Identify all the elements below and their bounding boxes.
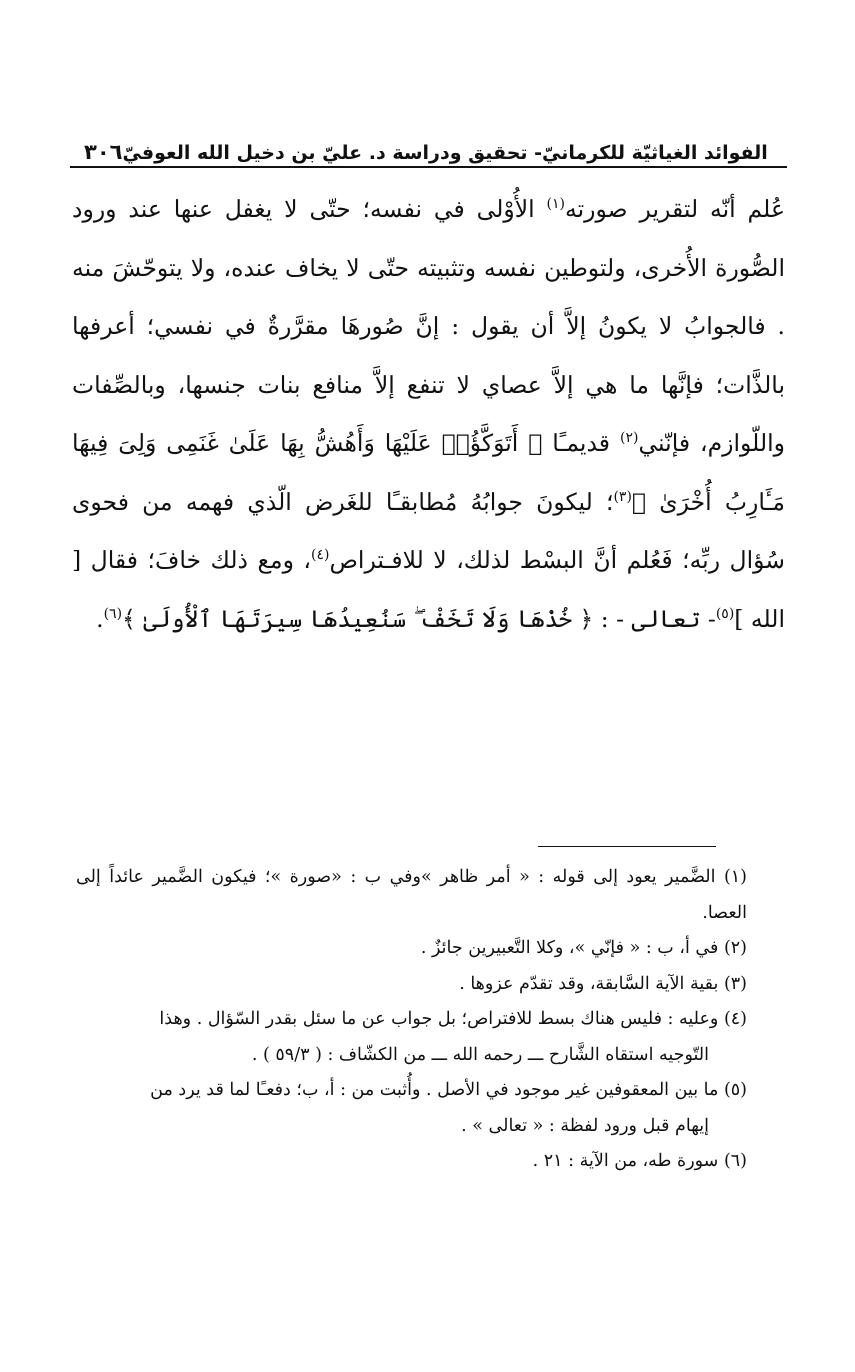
running-title: الفوائد الغياثيّة للكرمانيّ- تحقيق ودراسة د. عليّ بن دخيل الله العوفيّ bbox=[122, 142, 768, 164]
footnote-number: (٦) bbox=[723, 1151, 747, 1171]
text-run: الأُوْلى في نفسه؛ حتّى لا يغفل عنها عند ورود الصُّورة الأُخرى، ولتوطين نفسه وتثبيته حتّى لا يخاف عنده، ولا يتوحّشَ منه . فالجوابُ لا يكونُ إلاَّ أن يقول : إنَّ صُورهَا مقرَّرةٌ في نفسي؛ أعرفها بالذَّات؛ فإنَّها ما هي إلاَّ عصاي لا تنفع إلاَّ منافع بنات جنسها، وبالصِّفات واللّوازم، فإنّني bbox=[72, 195, 785, 457]
footnote-ref: (٢) bbox=[620, 430, 639, 447]
footnote bbox=[76, 860, 747, 931]
paragraph bbox=[72, 180, 785, 648]
footnote-ref: (١) bbox=[546, 196, 566, 213]
footnote-text: ما بين المعقوفين غير موجود في الأصل . وأُثبت من : أ، ب؛ دفعـًا لما قد يرد من bbox=[150, 1080, 719, 1100]
footnote-number: (٥) bbox=[723, 1080, 747, 1100]
footnote-number: (٤) bbox=[723, 1009, 747, 1029]
footnote-text: الضَّمير يعود إلى قوله : « أمر ظاهر »وفي ب : «صورة »؛ فيكون الضَّمير عائداً إلى العصا. bbox=[76, 867, 747, 923]
footnote-separator bbox=[538, 846, 716, 847]
footnote-text: سورة طه، من الآية : ٢١ . bbox=[532, 1151, 719, 1171]
page-number: ٣٠٦ bbox=[84, 140, 123, 164]
footnote bbox=[76, 1073, 747, 1144]
footnote-ref: (٤) bbox=[311, 547, 330, 564]
header-rule bbox=[70, 166, 787, 168]
main-text bbox=[72, 180, 785, 648]
footnotes bbox=[76, 860, 747, 1180]
text-run: ؛ ليكونَ جوابُهُ مُطابقـًا للغَرض الّذي فهمه من فحوى سُؤال ربِّه؛ فَعُلم أنَّ البسْط لذلك، لا للافـتراص bbox=[72, 487, 785, 574]
footnote-number: (٣) bbox=[723, 973, 747, 994]
footnote bbox=[76, 1144, 747, 1180]
footnote-continuation: التّوجيه استقاه الشَّارح ـــ رحمه الله ـــ من الكشّاف : ( ٥٩/٣ ) . bbox=[251, 1044, 709, 1065]
footnote bbox=[76, 1002, 747, 1073]
footnote-text: بقية الآية السَّابقة، وقد تقدّم عزوها . bbox=[459, 973, 719, 994]
running-header bbox=[70, 128, 787, 164]
footnote-text: وعليه : فليس هناك بسط للافتراص؛ بل جواب عن ما سئل بقدر السّؤال . وهذا bbox=[159, 1009, 719, 1029]
footnote-ref: (٦) bbox=[103, 605, 123, 622]
text-run: . bbox=[96, 604, 104, 633]
footnote-number: (١) bbox=[723, 867, 747, 887]
footnote-text: في أ، ب : « فإنّي »، وكلا التَّعبيرين جائزٌ . bbox=[420, 938, 719, 958]
text-run: عُلم أنّه لتقرير صورته bbox=[565, 195, 785, 223]
quran-quote: - تعالى - : ﴿ خُذْهَا وَلَا تَخَفْ ۖ سَنُعِيدُهَا سِيرَتَهَا ٱلْأُولَىٰ ﴾ bbox=[122, 604, 716, 633]
footnote-ref: (٣) bbox=[613, 488, 632, 505]
footnote bbox=[76, 967, 747, 1003]
footnote-ref: (٥) bbox=[715, 605, 735, 622]
quran-quote: قديمـًا ﴿ أَتَوَكَّؤُا۟ عَلَيْهَا وَأَهُشُّ بِهَا عَلَىٰ غَنَمِى وَلِىَ فِيهَا مَـَٔارِبُ أُخْرَىٰ ﴾ bbox=[72, 429, 785, 516]
footnote-continuation: إيهام قبل ورود لفظة : « تعالى » . bbox=[461, 1115, 709, 1136]
text-run: ، ومع ذلك خافَ؛ فقال [ الله ] bbox=[72, 546, 785, 633]
footnote bbox=[76, 931, 747, 967]
footnote-number: (٢) bbox=[723, 938, 747, 958]
